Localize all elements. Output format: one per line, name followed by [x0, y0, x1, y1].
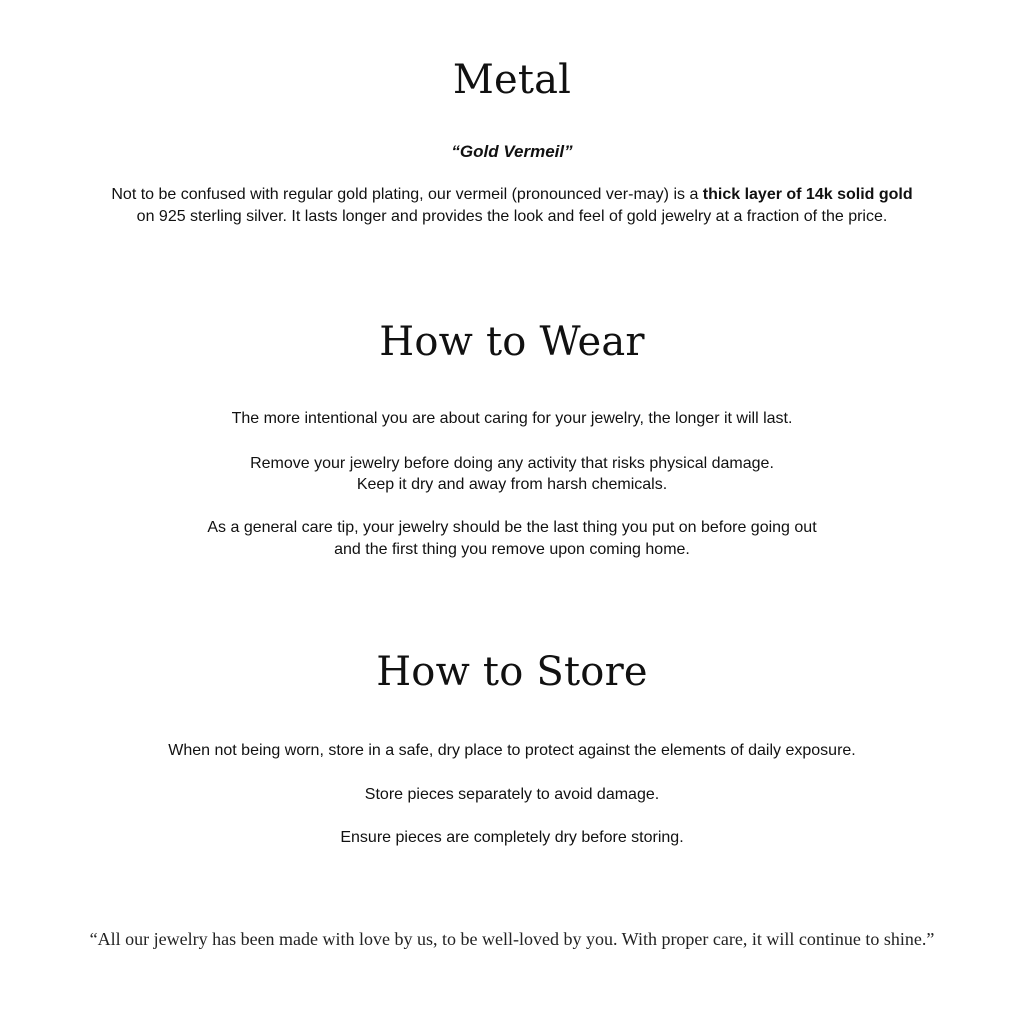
how-to-wear-heading: How to Wear: [379, 319, 645, 365]
metal-description-line-2: on 925 sterling silver. It lasts longer and provides the look and feel of gold jewelry at a fraction of the price.: [136, 208, 888, 225]
how-to-store-heading: How to Store: [376, 649, 648, 695]
metal-description-text: Not to be confused with regular gold plating, our vermeil (pronounced ver-may) is a: [111, 186, 703, 203]
gold-vermeil-subtitle: “Gold Vermeil”: [451, 142, 573, 161]
metal-heading: Metal: [452, 57, 572, 103]
wear-paragraph-3-line-2: and the first thing you remove upon coming home.: [334, 541, 690, 558]
wear-paragraph-2-line-1: Remove your jewelry before doing any activity that risks physical damage.: [250, 455, 774, 472]
wear-paragraph-2-line-2: Keep it dry and away from harsh chemicals.: [356, 476, 668, 493]
wear-paragraph-1: The more intentional you are about caring for your jewelry, the longer it will last.: [231, 410, 793, 427]
closing-quote: “All our jewelry has been made with love by us, to be well-loved by you. With proper care, it will continue to shine.”: [89, 929, 935, 949]
store-paragraph-3: Ensure pieces are completely dry before storing.: [340, 829, 684, 846]
store-paragraph-1: When not being worn, store in a safe, dry place to protect against the elements of daily exposure.: [168, 742, 856, 759]
store-paragraph-2: Store pieces separately to avoid damage.: [364, 786, 660, 803]
metal-description-line-1: [0, 184, 1024, 206]
metal-description-emphasis: thick layer of 14k solid gold: [702, 186, 913, 203]
wear-paragraph-3-line-1: As a general care tip, your jewelry should be the last thing you put on before going out: [207, 519, 817, 536]
